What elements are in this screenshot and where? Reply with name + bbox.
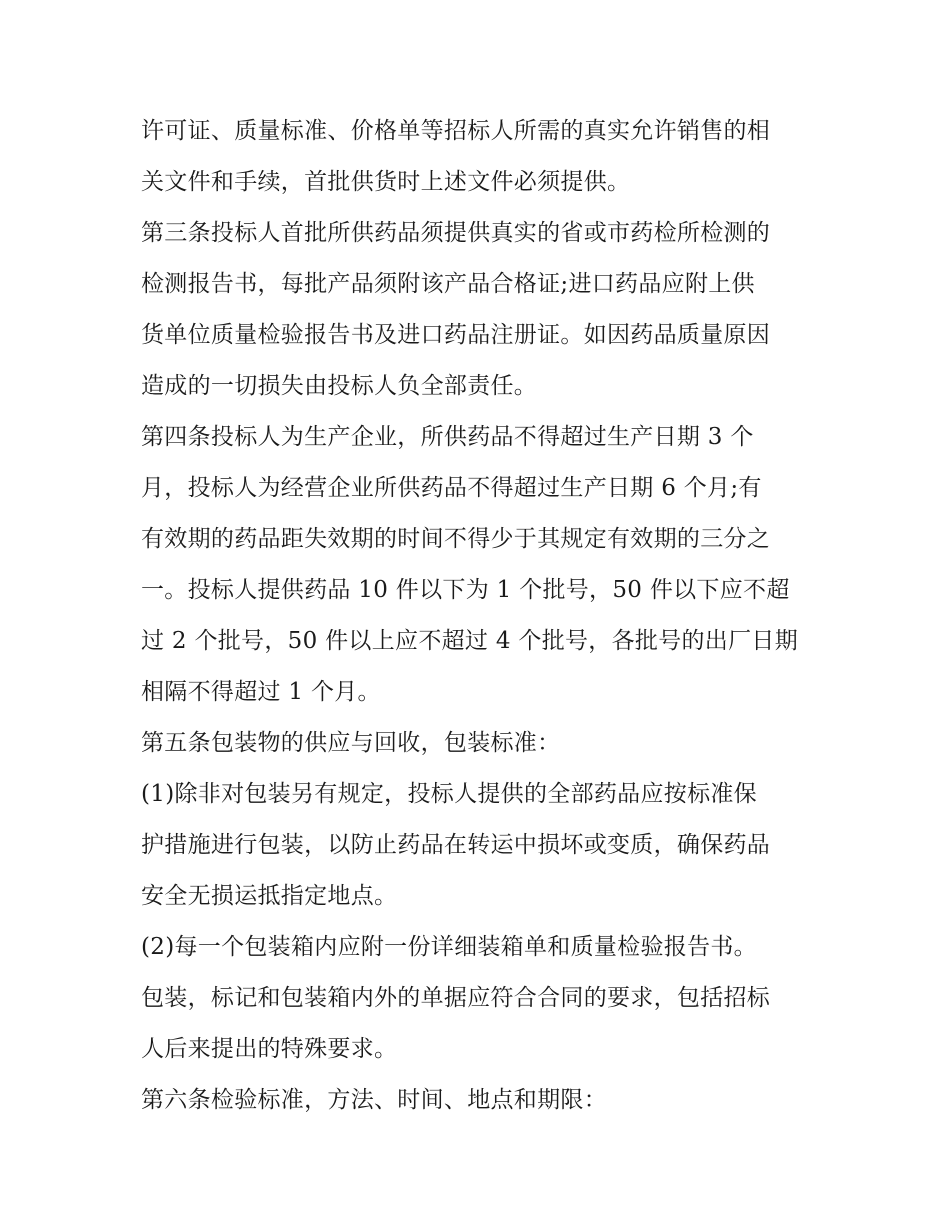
text-line: 月，投标人为经营企业所供药品不得超过生产日期 6 个月;有 (141, 475, 762, 501)
article-3-line: 第三条投标人首批所供药品须提供真实的省或市药检所检测的 (141, 220, 771, 246)
text-line: 过 2 个批号，50 件以上应不超过 4 个批号，各批号的出厂日期 (141, 628, 798, 654)
clause-1-line: (1)除非对包装另有规定，投标人提供的全部药品应按标准保 (141, 781, 757, 807)
text-line: 安全无损运抵指定地点。 (141, 883, 398, 909)
article-4-line: 第四条投标人为生产企业，所供药品不得超过生产日期 3 个 (141, 424, 754, 450)
text-line: 造成的一切损失由投标人负全部责任。 (141, 373, 538, 399)
text-line: 人后来提出的特殊要求。 (141, 1036, 398, 1062)
text-line: 有效期的药品距失效期的时间不得少于其规定有效期的三分之 (141, 526, 771, 552)
text-line: 护措施进行包装，以防止药品在转运中损坏或变质，确保药品 (141, 832, 771, 858)
text-line: 相隔不得超过 1 个月。 (141, 679, 381, 705)
text-line: 货单位质量检验报告书及进口药品注册证。如因药品质量原因 (141, 322, 771, 348)
text-line: 关文件和手续，首批供货时上述文件必须提供。 (141, 169, 631, 195)
text-line: 包装，标记和包装箱内外的单据应符合合同的要求，包括招标 (141, 985, 771, 1011)
clause-2-line: (2)每一个包装箱内应附一份详细装箱单和质量检验报告书。 (141, 934, 757, 960)
text-line: 检测报告书，每批产品须附该产品合格证;进口药品应附上供 (141, 271, 755, 297)
article-5-line: 第五条包装物的供应与回收，包装标准： (141, 730, 561, 756)
text-line: 许可证、质量标准、价格单等招标人所需的真实允许销售的相 (141, 118, 771, 144)
document-body (141, 106, 821, 1126)
text-line: 一。投标人提供药品 10 件以下为 1 个批号，50 件以下应不超 (141, 577, 790, 603)
article-6-line: 第六条检验标准，方法、时间、地点和期限： (141, 1087, 607, 1113)
